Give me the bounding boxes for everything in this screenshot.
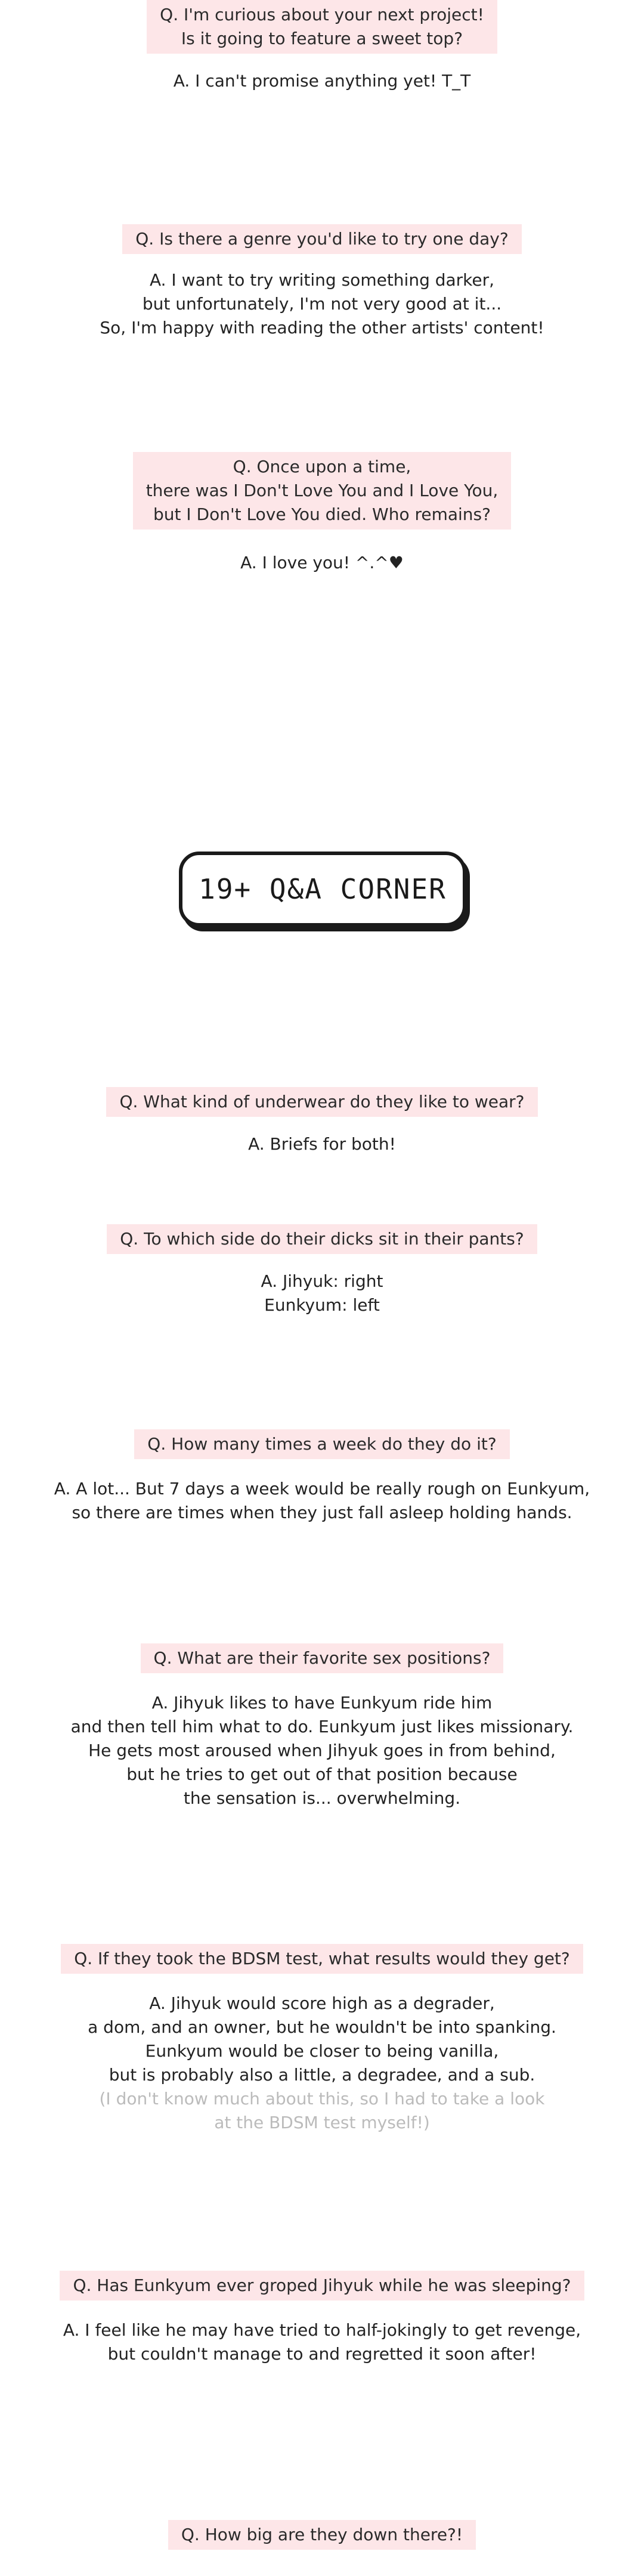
answer-line: but couldn't manage to and regretted it soon after! <box>107 2344 537 2364</box>
note-line: at the BDSM test myself!) <box>214 2113 430 2132</box>
question-line: Q. To which side do their dicks sit in their pants? <box>120 1229 524 1249</box>
answer-line: A. I feel like he may have tried to half-jokingly to get revenge, <box>63 2320 581 2340</box>
answer-line: the sensation is... overwhelming. <box>183 1788 461 1808</box>
qa-item-next-project <box>0 0 644 93</box>
question-bubble <box>106 1087 537 1117</box>
question-line: Q. Has Eunkyum ever groped Jihyuk while he was sleeping? <box>73 2275 571 2295</box>
answer-line: Eunkyum: left <box>264 1295 380 1315</box>
answer-text <box>0 1132 644 1156</box>
question-line: Q. Is there a genre you'd like to try one day? <box>135 229 509 249</box>
answer-text <box>0 69 644 93</box>
answer-text <box>0 551 644 575</box>
answer-line: but unfortunately, I'm not very good at it... <box>142 294 502 314</box>
answer-line: but he tries to get out of that position because <box>126 1764 518 1784</box>
qa-item-how-often <box>0 1429 644 1525</box>
question-bubble <box>122 224 521 254</box>
qa-item-once-upon-a-time <box>0 452 644 575</box>
answer-line: Eunkyum would be closer to being vanilla, <box>145 2041 499 2061</box>
answer-line: a dom, and an owner, but he wouldn't be into spanking. <box>88 2017 556 2037</box>
answer-line: A. I love you! ^.^♥ <box>240 553 404 572</box>
question-bubble <box>168 2520 476 2550</box>
qa-item-which-side <box>0 1224 644 1317</box>
answer-line: A. A lot... But 7 days a week would be really rough on Eunkyum, <box>54 1479 590 1498</box>
question-line: Q. What are their favorite sex positions? <box>153 1648 491 1668</box>
question-bubble <box>133 452 512 530</box>
question-line: Q. Once upon a time, <box>233 457 411 476</box>
answer-line: A. Briefs for both! <box>248 1134 396 1154</box>
answer-text <box>0 1691 644 1810</box>
answer-line: but is probably also a little, a degradee, and a sub. <box>109 2065 535 2085</box>
side-note <box>0 2087 644 2135</box>
answer-line: A. Jihyuk likes to have Eunkyum ride him <box>151 1693 493 1713</box>
answer-line: so there are times when they just fall asleep holding hands. <box>72 1503 572 1522</box>
question-bubble <box>61 1944 583 1974</box>
question-bubble <box>134 1429 509 1459</box>
answer-text <box>0 2318 644 2366</box>
qa-item-underwear <box>0 1087 644 1156</box>
question-line: Q. How big are they down there?! <box>181 2525 463 2544</box>
qa-item-bdsm-test <box>0 1944 644 2135</box>
qa-item-positions <box>0 1643 644 1810</box>
question-line: but I Don't Love You died. Who remains? <box>153 504 491 524</box>
question-line: Q. I'm curious about your next project! <box>160 5 484 24</box>
answer-line: So, I'm happy with reading the other artists' content! <box>100 318 544 338</box>
note-line: (I don't know much about this, so I had to take a look <box>99 2089 545 2109</box>
adult-qa-corner-title: 19+ Q&A CORNER <box>179 852 466 927</box>
question-line: Q. If they took the BDSM test, what results would they get? <box>74 1949 570 1968</box>
answer-line: and then tell him what to do. Eunkyum just likes missionary. <box>70 1717 574 1736</box>
answer-line: A. Jihyuk would score high as a degrader, <box>149 1993 495 2013</box>
qa-item-genre <box>0 224 644 340</box>
answer-line: A. Jihyuk: right <box>261 1271 383 1291</box>
answer-line: A. I can't promise anything yet! T_T <box>173 71 471 91</box>
qa-item-how-big <box>0 2520 644 2550</box>
question-bubble <box>60 2271 584 2301</box>
question-line: Is it going to feature a sweet top? <box>181 29 463 48</box>
question-bubble <box>147 0 497 54</box>
question-line: Q. What kind of underwear do they like to wear? <box>119 1092 525 1111</box>
question-line: Q. How many times a week do they do it? <box>147 1434 497 1454</box>
answer-line: He gets most aroused when Jihyuk goes in from behind, <box>88 1741 556 1760</box>
qa-item-groped <box>0 2271 644 2366</box>
question-bubble <box>141 1643 504 1673</box>
answer-text <box>0 1992 644 2087</box>
question-line: there was I Don't Love You and I Love You, <box>145 481 499 500</box>
answer-line: A. I want to try writing something darker, <box>149 270 495 290</box>
answer-text <box>0 1477 644 1525</box>
answer-text <box>0 268 644 340</box>
answer-text <box>0 1270 644 1317</box>
question-bubble <box>107 1224 537 1254</box>
